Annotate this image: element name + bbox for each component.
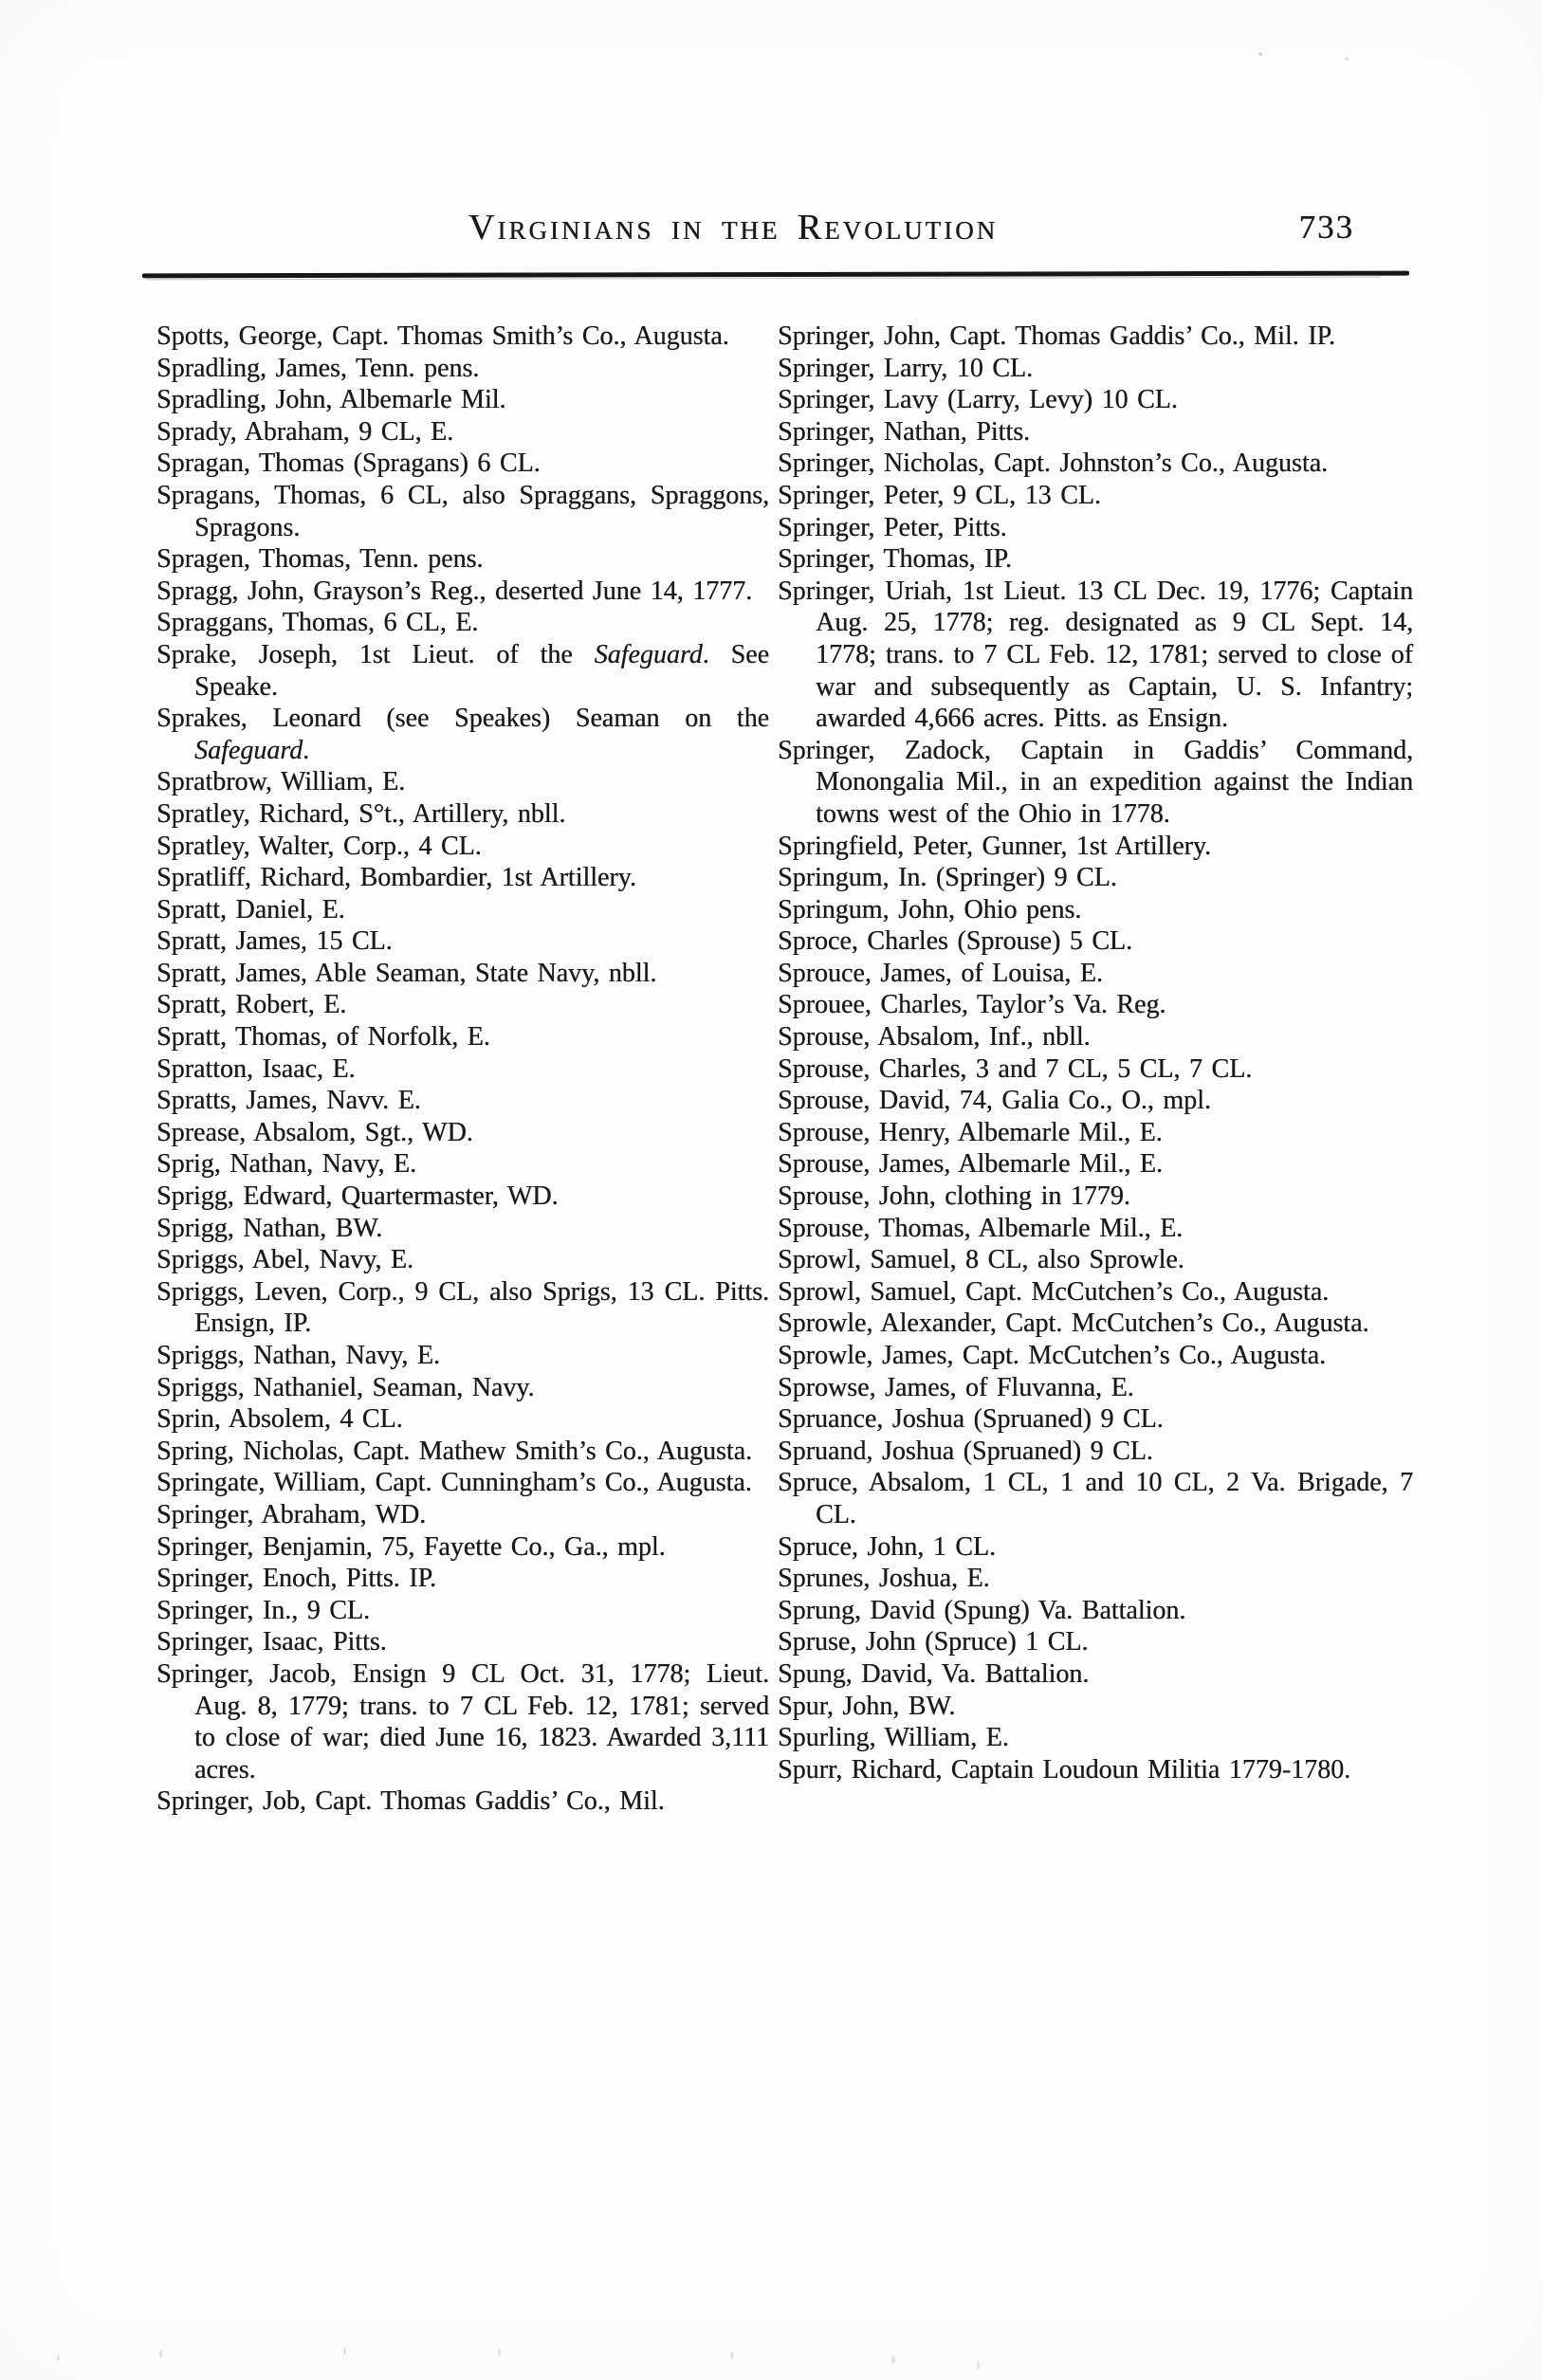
index-entry (156, 989, 769, 1021)
index-entry (778, 1722, 1413, 1754)
index-entry (156, 576, 769, 608)
ship-name-italic: Safeguard (194, 735, 303, 765)
entry-text: Sprouse, Henry, Albemarle Mil., E. (778, 1117, 1163, 1147)
entry-text: Spratt, Robert, E. (156, 990, 347, 1020)
index-entry (778, 1403, 1413, 1436)
entry-text: Spradling, John, Albemarle Mil. (156, 385, 506, 415)
entry-text: Springer, Thomas, IP. (778, 544, 1012, 575)
entry-text: Spurr, Richard, Captain Loudoun Militia 1779-1780. (778, 1754, 1351, 1785)
entry-text: Sprouse, Absalom, Inf., nbll. (778, 1022, 1091, 1053)
entry-text: Spruce, Absalom, 1 CL, 1 and 10 CL, 2 Va. Brigade, 7 CL. (778, 1468, 1413, 1529)
index-entry (778, 1308, 1413, 1340)
entry-text: Spratbrow, William, E. (156, 767, 406, 797)
entry-text: Sprouse, Charles, 3 and 7 CL, 5 CL, 7 CL. (778, 1053, 1253, 1084)
running-title: Virginians in the Revolution (468, 208, 999, 247)
index-entry (778, 543, 1413, 576)
index-entry (778, 1467, 1413, 1530)
entry-text: Spruse, John (Spruce) 1 CL. (778, 1627, 1089, 1657)
index-entry (156, 798, 769, 831)
left-column (156, 320, 769, 1818)
entry-text: Sprung, David (Spung) Va. Battalion. (778, 1595, 1186, 1625)
index-entry (778, 1213, 1413, 1245)
index-entry (778, 1021, 1413, 1053)
entry-text: Spruand, Joshua (Spruaned) 9 CL. (778, 1436, 1153, 1466)
right-column (778, 320, 1413, 1785)
index-entry (778, 1436, 1413, 1468)
entry-text: Springer, Nathan, Pitts. (778, 416, 1031, 447)
index-entry (156, 894, 769, 926)
entry-text: Sprowl, Samuel, 8 CL, also Sprowle. (778, 1245, 1184, 1275)
index-entry (156, 1117, 769, 1149)
entry-text: Springum, John, Ohio pens. (778, 894, 1082, 925)
entry-text: Spriggs, Leven, Corp., 9 CL, also Sprigs, 13 CL. Pitts. Ensign, IP. (156, 1276, 769, 1339)
index-entry (156, 607, 769, 639)
index-entry (156, 1053, 769, 1086)
index-entry (778, 1531, 1413, 1564)
index-entry (156, 1372, 769, 1404)
index-entry (778, 862, 1413, 894)
index-entry (156, 639, 769, 703)
index-entry (156, 1340, 769, 1372)
index-entry (156, 1626, 769, 1658)
entry-text: Spratton, Isaac, E. (156, 1053, 356, 1084)
index-entry (156, 480, 769, 543)
scan-speck (498, 2349, 501, 2357)
index-entry (156, 1021, 769, 1053)
entry-text: Spragans, Thomas, 6 CL, also Spraggans, Spraggons, Spragons. (156, 480, 769, 542)
index-entry (778, 989, 1413, 1021)
index-entry (156, 384, 769, 416)
entry-text: Springer, In., 9 CL. (156, 1595, 370, 1625)
index-entry (156, 831, 769, 863)
entry-text: Sprake, Joseph, 1st Lieut. of the (156, 639, 595, 669)
index-entry (156, 1531, 769, 1564)
entry-text: Springer, Isaac, Pitts. (156, 1627, 387, 1657)
header-rule (142, 271, 1409, 279)
entry-text: Sprouse, Thomas, Albemarle Mil., E. (778, 1213, 1184, 1243)
entry-text: Springate, William, Capt. Cunningham’s Co., Augusta. (156, 1468, 752, 1498)
index-entry (778, 894, 1413, 926)
index-entry (156, 766, 769, 798)
index-entry (778, 925, 1413, 958)
entry-text: Springer, John, Capt. Thomas Gaddis’ Co., Mil. IP. (778, 321, 1335, 351)
entry-text: Springum, In. (Springer) 9 CL. (778, 863, 1117, 893)
index-entry (778, 384, 1413, 416)
index-entry (156, 1563, 769, 1595)
entry-text: Sprady, Abraham, 9 CL, E. (156, 416, 454, 447)
index-entry (778, 576, 1413, 735)
index-entry (778, 1276, 1413, 1309)
scan-speck (977, 2361, 980, 2370)
entry-text: Spragg, John, Grayson’s Reg., deserted June 14, 1777. (156, 576, 753, 606)
index-entry (156, 925, 769, 958)
page-number: 733 (1298, 209, 1354, 246)
entry-text: Spriggs, Nathaniel, Seaman, Navy. (156, 1372, 535, 1402)
index-entry (778, 480, 1413, 512)
scan-speck (730, 2352, 734, 2359)
index-entry (156, 353, 769, 385)
index-entry (156, 703, 769, 766)
index-entry (156, 1467, 769, 1499)
entry-text: Springer, Lavy (Larry, Levy) 10 CL. (778, 385, 1178, 415)
entry-text: Spratley, Walter, Corp., 4 CL. (156, 831, 482, 861)
index-entry (156, 958, 769, 990)
entry-text: Spratliff, Richard, Bombardier, 1st Artillery. (156, 863, 636, 893)
entry-text: Sprouce, James, of Louisa, E. (778, 958, 1103, 988)
entry-text: Spotts, George, Capt. Thomas Smith’s Co., Augusta. (156, 321, 729, 351)
page-header (142, 207, 1409, 260)
entry-text: Springer, Job, Capt. Thomas Gaddis’ Co., Mil. (156, 1786, 665, 1817)
index-entry (156, 1403, 769, 1436)
index-entry (156, 1181, 769, 1213)
index-entry (778, 831, 1413, 863)
index-entry (156, 1595, 769, 1627)
index-entry (156, 1436, 769, 1468)
index-entry (156, 1276, 769, 1340)
entry-text: Spratt, James, Able Seaman, State Navy, nbll. (156, 958, 657, 988)
entry-text: Sproce, Charles (Sprouse) 5 CL. (778, 926, 1133, 957)
entry-text: Springfield, Peter, Gunner, 1st Artillery. (778, 831, 1212, 861)
entry-text: Sprouse, John, clothing in 1779. (778, 1181, 1130, 1212)
index-entry (778, 320, 1413, 353)
index-entry (778, 1244, 1413, 1276)
entry-text: Spratts, James, Navv. E. (156, 1086, 421, 1116)
entry-text: Sprowle, Alexander, Capt. McCutchen’s Co., Augusta. (778, 1309, 1369, 1339)
entry-text: Sprig, Nathan, Navy, E. (156, 1149, 417, 1180)
entry-text: Spring, Nicholas, Capt. Mathew Smith’s Co., Augusta. (156, 1436, 753, 1466)
index-entry (778, 1148, 1413, 1181)
entry-text: Spragen, Thomas, Tenn. pens. (156, 544, 484, 575)
entry-text: Spurling, William, E. (778, 1723, 1009, 1753)
scan-speck (57, 2354, 60, 2361)
entry-text: Springer, Peter, 9 CL, 13 CL. (778, 480, 1101, 510)
entry-text: Spung, David, Va. Battalion. (778, 1658, 1090, 1689)
entry-text: Springer, Benjamin, 75, Fayette Co., Ga., mpl. (156, 1531, 666, 1562)
entry-text: Spur, John, BW. (778, 1691, 956, 1721)
index-entry (778, 448, 1413, 480)
index-entry (778, 1181, 1413, 1213)
index-entry (778, 353, 1413, 385)
scan-speck (343, 2347, 346, 2355)
entry-text: Spratley, Richard, S°t., Artillery, nbll. (156, 798, 566, 829)
entry-text: Sprease, Absalom, Sgt., WD. (156, 1117, 473, 1147)
index-entry (778, 1658, 1413, 1691)
index-entry (156, 543, 769, 576)
entry-text: Sprowle, James, Capt. McCutchen’s Co., Augusta. (778, 1341, 1327, 1370)
scan-speck (159, 2350, 162, 2357)
index-entry (156, 862, 769, 894)
entry-text: Spruance, Joshua (Spruaned) 9 CL. (778, 1404, 1164, 1435)
entry-text: Sprowl, Samuel, Capt. McCutchen’s Co., Augusta. (778, 1276, 1330, 1307)
index-entry (156, 1148, 769, 1181)
index-entry (156, 448, 769, 480)
entry-text: Sprin, Absolem, 4 CL. (156, 1404, 403, 1435)
index-entry (778, 1691, 1413, 1723)
entry-text: Spruce, John, 1 CL. (778, 1531, 996, 1562)
index-entry (778, 1340, 1413, 1372)
entry-text: Sprouse, David, 74, Galia Co., O., mpl. (778, 1086, 1211, 1116)
index-entry (778, 1563, 1413, 1595)
index-entry (778, 1085, 1413, 1117)
index-entry (778, 1595, 1413, 1627)
index-entry (778, 416, 1413, 449)
index-entry (156, 416, 769, 449)
entry-text: . See Speake. (194, 639, 770, 702)
index-entry (778, 1117, 1413, 1149)
index-entry (156, 1213, 769, 1245)
entry-text: Spriggs, Nathan, Navy, E. (156, 1341, 440, 1370)
index-entry (156, 1499, 769, 1531)
entry-text: Springer, Nicholas, Capt. Johnston’s Co., Augusta. (778, 449, 1329, 479)
index-entry (156, 1785, 769, 1818)
entry-text: Sprouee, Charles, Taylor’s Va. Reg. (778, 990, 1166, 1020)
entry-text: Sprunes, Joshua, E. (778, 1564, 990, 1594)
entry-text: . (303, 735, 310, 765)
entry-text: Sprowse, James, of Fluvanna, E. (778, 1372, 1134, 1402)
entry-text: Spriggs, Abel, Navy, E. (156, 1245, 413, 1275)
entry-text: Springer, Enoch, Pitts. IP. (156, 1564, 436, 1594)
index-entry (778, 1372, 1413, 1404)
entry-text: Spradling, James, Tenn. pens. (156, 353, 480, 383)
entry-text: Spraggans, Thomas, 6 CL, E. (156, 608, 479, 638)
entry-text: Springer, Larry, 10 CL. (778, 353, 1034, 383)
scan-speck (1258, 52, 1262, 56)
entry-text: Springer, Peter, Pitts. (778, 512, 1007, 542)
index-entry (156, 1244, 769, 1276)
index-entry (778, 512, 1413, 544)
entry-text: Sprakes, Leonard (see Speakes) Seaman on the (156, 704, 769, 734)
index-entry (156, 320, 769, 353)
entry-text: Spratt, James, 15 CL. (156, 926, 393, 957)
entry-text: Spragan, Thomas (Spragans) 6 CL. (156, 449, 541, 479)
scan-speck (1345, 57, 1349, 61)
scan-speck (891, 2356, 895, 2364)
index-entry (156, 1085, 769, 1117)
entry-text: Sprigg, Nathan, BW. (156, 1213, 383, 1243)
index-entry (778, 1053, 1413, 1086)
entry-text: Springer, Zadock, Captain in Gaddis’ Command, Monongalia Mil., in an expedition against the Indian towns west of the Ohio in 1778. (778, 735, 1413, 829)
entry-text: Springer, Jacob, Ensign 9 CL Oct. 31, 1778; Lieut. Aug. 8, 1779; trans. to 7 CL Feb. 12, 1781; served to close of war; died June 16, 1823. Awarded 3,111 acres. (156, 1658, 769, 1785)
index-entry (778, 958, 1413, 990)
entry-text: Sprigg, Edward, Quartermaster, WD. (156, 1181, 559, 1212)
entry-text: Springer, Uriah, 1st Lieut. 13 CL Dec. 19, 1776; Captain Aug. 25, 1778; reg. designated as 9 CL Sept. 14, 1778; trans. to 7 CL Feb. 12, 1781; served to close of war and subsequently as Captain, U. S. Infantry; awarded 4,666 acres. Pitts. as Ensign. (778, 576, 1413, 734)
entry-text: Spratt, Thomas, of Norfolk, E. (156, 1022, 490, 1053)
ship-name-italic: Safeguard (594, 639, 703, 669)
entry-text: Springer, Abraham, WD. (156, 1499, 427, 1529)
entry-text: Sprouse, James, Albemarle Mil., E. (778, 1149, 1163, 1180)
index-entry (778, 735, 1413, 831)
index-entry (778, 1754, 1413, 1786)
entry-text: Spratt, Daniel, E. (156, 894, 345, 925)
index-entry (156, 1658, 769, 1785)
index-entry (778, 1626, 1413, 1658)
